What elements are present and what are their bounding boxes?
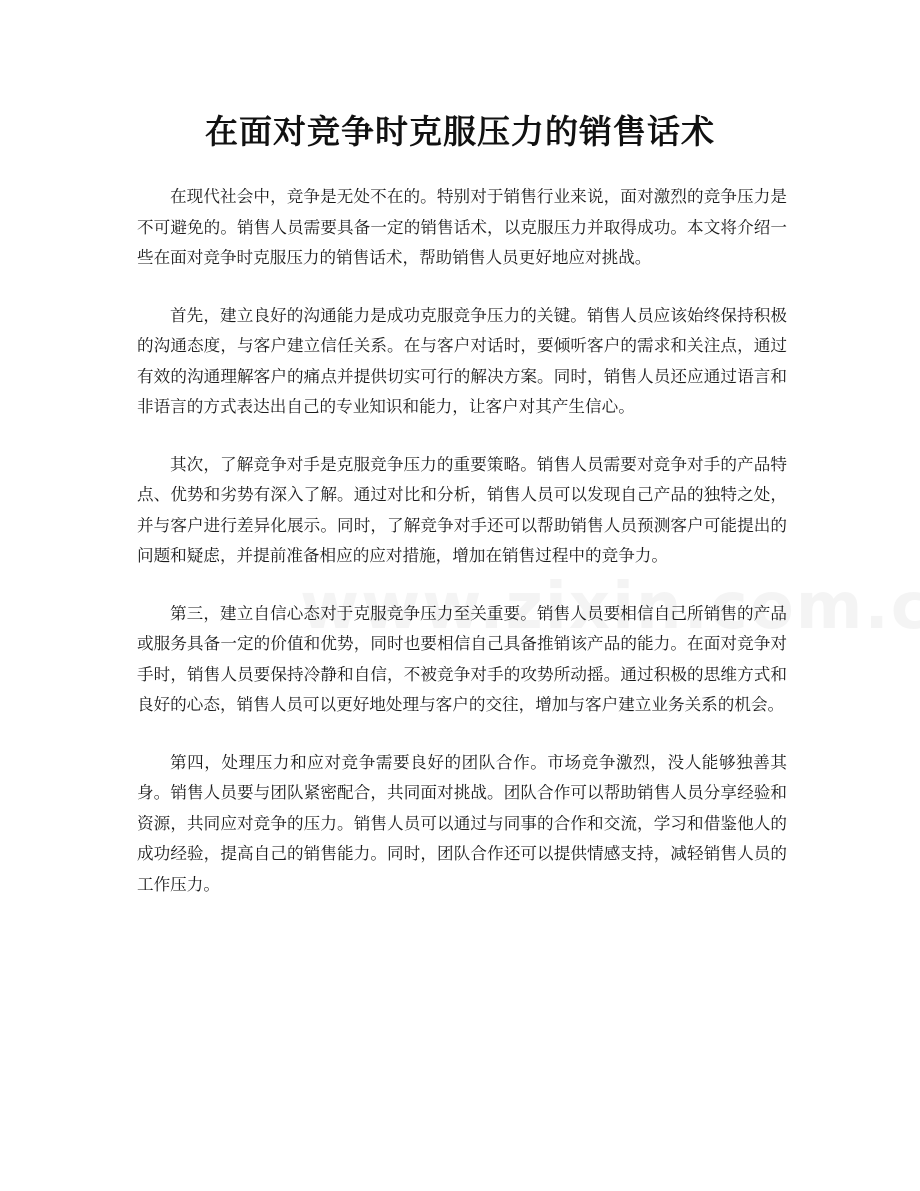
paragraph-intro: 在现代社会中，竞争是无处不在的。特别对于销售行业来说，面对激烈的竞争压力是不可避免的。销售人员需要具备一定的销售话术，以克服压力并取得成功。本文将介绍一些在面对竞争时克服压力的销售话术，帮助销售人员更好地应对挑战。 [137, 187, 787, 267]
paragraph-communication: 首先，建立良好的沟通能力是成功克服竞争压力的关键。销售人员应该始终保持积极的沟通态度，与客户建立信任关系。在与客户对话时，要倾听客户的需求和关注点，通过有效的沟通理解客户的痛点并提供切实可行的解决方案。同时，销售人员还应通过语言和非语言的方式表达出自己的专业知识和能力，让客户对其产生信心。 [137, 305, 787, 416]
paragraph-teamwork: 第四，处理压力和应对竞争需要良好的团队合作。市场竞争激烈，没人能够独善其身。销售人员要与团队紧密配合，共同面对挑战。团队合作可以帮助销售人员分享经验和资源，共同应对竞争的压力。销售人员可以通过与同事的合作和交流，学习和借鉴他人的成功经验，提高自己的销售能力。同时，团队合作还可以提供情感支持，减轻销售人员的工作压力。 [137, 752, 787, 894]
document-title: 在面对竞争时克服压力的销售话术 [205, 112, 715, 151]
paragraph-competitors: 其次，了解竞争对手是克服竞争压力的重要策略。销售人员需要对竞争对手的产品特点、优势和劣势有深入了解。通过对比和分析，销售人员可以发现自己产品的独特之处，并与客户进行差异化展示。同时，了解竞争对手还可以帮助销售人员预测客户可能提出的问题和疑虑，并提前准备相应的应对措施，增加在销售过程中的竞争力。 [137, 454, 787, 565]
paragraph-confidence: 第三，建立自信心态对于克服竞争压力至关重要。销售人员要相信自己所销售的产品或服务具备一定的价值和优势，同时也要相信自己具备推销该产品的能力。在面对竞争对手时，销售人员要保持冷静和自信，不被竞争对手的攻势所动摇。通过积极的思维方式和良好的心态，销售人员可以更好地处理与客户的交往，增加与客户建立业务关系的机会。 [137, 603, 787, 714]
document-body [137, 182, 787, 927]
